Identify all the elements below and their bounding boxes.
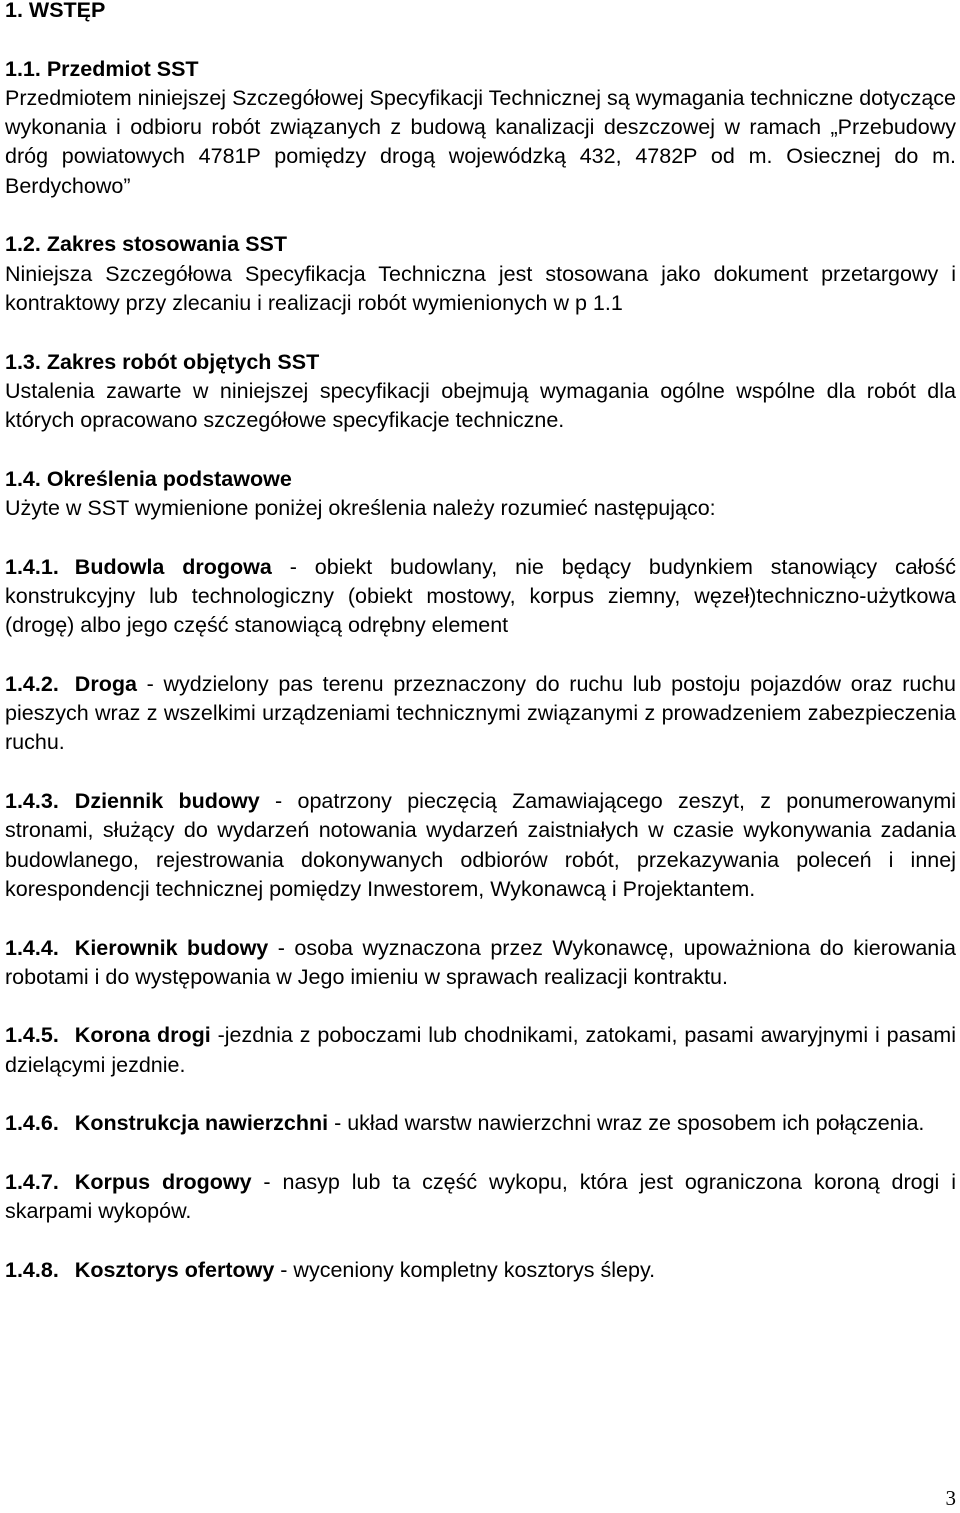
document-page (5, 0, 956, 1285)
definition-1-4-7 (5, 1168, 956, 1227)
definition-1-4-6 (5, 1109, 956, 1138)
definition-1-4-5 (5, 1021, 956, 1080)
definition-text: -jezdnia z poboczami lub chodnikami, zatokami, pasami awaryjnymi i pasami dzielącymi jezdnie. (5, 1023, 956, 1077)
definition-number: 1.4.4. (5, 935, 59, 960)
definition-number: 1.4.7. (5, 1169, 59, 1194)
definition-number: 1.4.3. (5, 789, 59, 814)
heading-1-4: 1.4. Określenia podstawowe (5, 466, 292, 491)
definition-term: Dziennik budowy (74, 789, 260, 814)
definition-1-4-1 (5, 553, 956, 641)
definition-number: 1.4.8. (5, 1257, 59, 1282)
definition-text: - wydzielony pas terenu przeznaczony do ruchu lub postoju pojazdów oraz ruchu pieszych wraz z wszelkimi urządzeniami technicznymi związanymi z prowadzeniem zabezpieczenia ruchu. (5, 671, 956, 755)
heading-1-1: 1.1. Przedmiot SST (5, 56, 199, 81)
paragraph-1-3: Ustalenia zawarte w niniejszej specyfikacji obejmują wymagania ogólne wspólne dla robót dla których opracowano szczegółowe specyfikacje techniczne. (5, 378, 956, 433)
definition-1-4-4 (5, 934, 956, 993)
definition-text: - opatrzony pieczęcią Zamawiającego zeszyt, z ponumerowanymi stronami, służący do wydarzeń notowania wydarzeń zaistniałych w czasie wykonywania zadania budowlanego, rejestrowania dokonywanych odbiorów robót, przekazywania poleceń i innej korespondencji technicznej pomiędzy Inwestorem, Wykonawcą i Projektantem. (5, 789, 957, 901)
definition-term: Kierownik budowy (74, 935, 269, 960)
paragraph-1-4-intro: Użyte w SST wymienione poniżej określenia należy rozumieć następująco: (5, 496, 716, 521)
definition-term: Korpus drogowy (74, 1169, 252, 1194)
page-number: 3 (945, 1486, 956, 1510)
definition-1-4-8 (5, 1256, 956, 1285)
definition-term: Konstrukcja nawierzchni (74, 1111, 329, 1136)
definition-text: - osoba wyznaczona przez Wykonawcę, upoważniona do kierowania robotami i do występowania w Jego imieniu w sprawach realizacji kontraktu. (5, 935, 956, 989)
definition-1-4-3 (5, 787, 956, 904)
definition-text: - nasyp lub ta część wykopu, która jest ograniczona koroną drogi i skarpami wykopów. (5, 1169, 956, 1224)
definition-text: - wyceniony kompletny kosztorys ślepy. (274, 1257, 656, 1282)
definition-number: 1.4.2. (5, 671, 59, 696)
heading-1-2: 1.2. Zakres stosowania SST (5, 232, 288, 257)
paragraph-1-1: Przedmiotem niniejszej Szczegółowej Specyfikacji Technicznej są wymagania techniczne dotyczące wykonania i odbioru robót związanych z budową kanalizacji deszczowej w ramach „Przebudowy dróg powiatowych 4781P pomiędzy drogą wojewódzką 432, 4782P od m. Osiecznej do m. Berdychowo” (5, 85, 956, 198)
definition-1-4-2 (5, 670, 956, 758)
definition-term: Kosztorys ofertowy (74, 1257, 275, 1282)
heading-1-3: 1.3. Zakres robót objętych SST (5, 349, 320, 374)
definition-term: Budowla drogowa (74, 554, 272, 579)
section-title: 1. WSTĘP (5, 0, 106, 22)
definition-number: 1.4.1. (5, 554, 59, 579)
paragraph-1-2: Niniejsza Szczegółowa Specyfikacja Techniczna jest stosowana jako dokument przetargowy i kontraktowy przy zlecaniu i realizacji robót wymienionych w p 1.1 (5, 261, 956, 315)
definition-number: 1.4.6. (5, 1111, 59, 1136)
definition-text: - obiekt budowlany, nie będący budynkiem stanowiący całość konstrukcyjny lub technologiczny (obiekt mostowy, korpus ziemny, węzeł)techniczno-użytkowa (drogę) albo jego część stanowiącą odrębny element (5, 554, 956, 638)
definition-term: Droga (74, 671, 137, 696)
definition-term: Korona drogi (74, 1023, 211, 1048)
definition-text: - układ warstw nawierzchni wraz ze sposobem ich połączenia. (328, 1111, 925, 1136)
definition-number: 1.4.5. (5, 1023, 59, 1048)
